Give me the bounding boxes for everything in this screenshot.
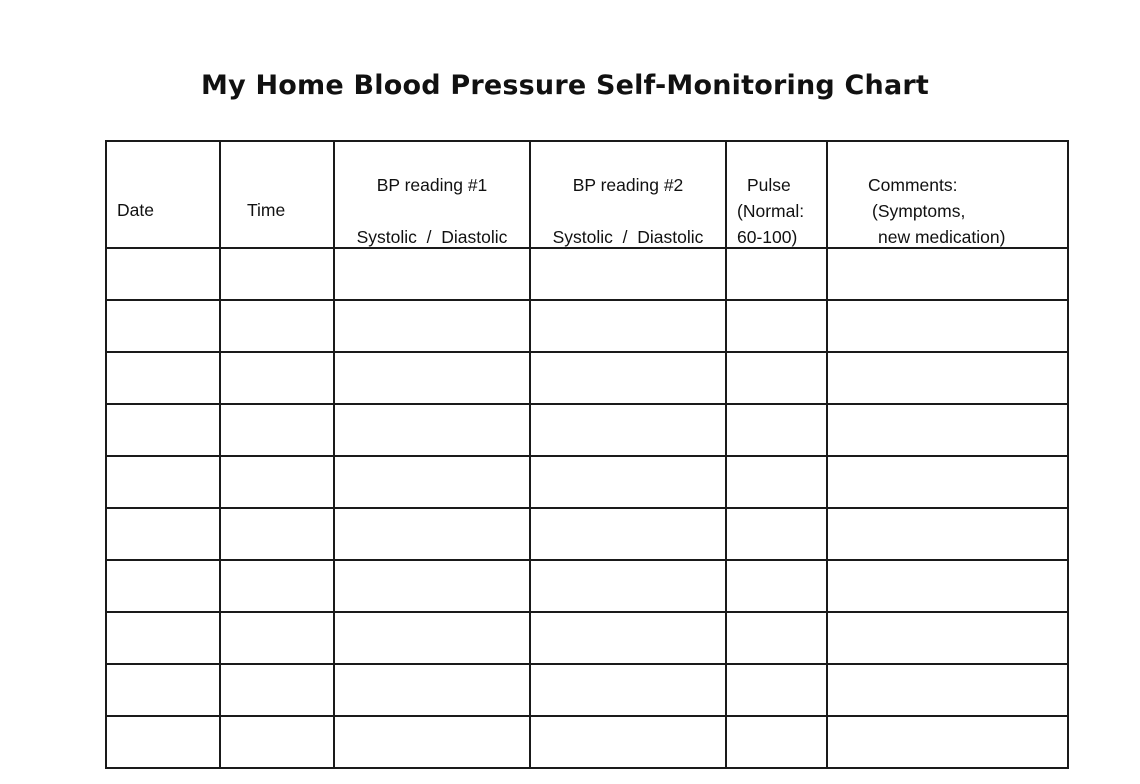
header-pulse-normal: (Normal: <box>737 201 805 221</box>
bp2-cell[interactable] <box>530 664 726 716</box>
header-comments-medication: new medication) <box>878 227 1006 247</box>
header-comments <box>827 141 1068 248</box>
comments-cell[interactable] <box>827 560 1068 612</box>
comments-cell[interactable] <box>827 352 1068 404</box>
pulse-cell[interactable] <box>726 508 827 560</box>
bp2-cell[interactable] <box>530 248 726 300</box>
header-bp-reading-1 <box>334 141 530 248</box>
comments-cell[interactable] <box>827 404 1068 456</box>
date-cell[interactable] <box>106 664 220 716</box>
header-time-label: Time <box>247 200 286 220</box>
table-row <box>106 508 1068 560</box>
comments-cell[interactable] <box>827 248 1068 300</box>
bp1-cell[interactable] <box>334 300 530 352</box>
bp2-cell[interactable] <box>530 300 726 352</box>
pulse-cell[interactable] <box>726 352 827 404</box>
header-bp-reading-2 <box>530 141 726 248</box>
table-row <box>106 404 1068 456</box>
time-cell[interactable] <box>220 404 334 456</box>
comments-cell[interactable] <box>827 456 1068 508</box>
pulse-cell[interactable] <box>726 560 827 612</box>
table-row <box>106 300 1068 352</box>
date-cell[interactable] <box>106 300 220 352</box>
header-bp2-subtitle: Systolic / Diastolic <box>552 227 704 247</box>
bp2-cell[interactable] <box>530 716 726 768</box>
header-pulse <box>726 141 827 248</box>
table-row <box>106 612 1068 664</box>
comments-cell[interactable] <box>827 664 1068 716</box>
header-comments-title: Comments: <box>868 175 958 195</box>
bp1-cell[interactable] <box>334 456 530 508</box>
pulse-cell[interactable] <box>726 300 827 352</box>
time-cell[interactable] <box>220 508 334 560</box>
header-comments-symptoms: (Symptoms, <box>872 201 966 221</box>
time-cell[interactable] <box>220 456 334 508</box>
bp1-cell[interactable] <box>334 248 530 300</box>
page-title: My Home Blood Pressure Self-Monitoring Chart <box>201 70 929 101</box>
date-cell[interactable] <box>106 352 220 404</box>
comments-cell[interactable] <box>827 716 1068 768</box>
table-row <box>106 664 1068 716</box>
pulse-cell[interactable] <box>726 456 827 508</box>
header-bp1-subtitle: Systolic / Diastolic <box>356 227 508 247</box>
date-cell[interactable] <box>106 716 220 768</box>
bp2-cell[interactable] <box>530 404 726 456</box>
time-cell[interactable] <box>220 248 334 300</box>
time-cell[interactable] <box>220 300 334 352</box>
header-pulse-range: 60-100) <box>737 227 798 247</box>
header-bp2-title: BP reading #2 <box>572 175 684 195</box>
date-cell[interactable] <box>106 404 220 456</box>
pulse-cell[interactable] <box>726 248 827 300</box>
time-cell[interactable] <box>220 560 334 612</box>
pulse-cell[interactable] <box>726 404 827 456</box>
bp1-cell[interactable] <box>334 716 530 768</box>
bp1-cell[interactable] <box>334 664 530 716</box>
comments-cell[interactable] <box>827 612 1068 664</box>
header-time <box>220 141 334 248</box>
table-row <box>106 456 1068 508</box>
table-row <box>106 352 1068 404</box>
date-cell[interactable] <box>106 560 220 612</box>
table-row <box>106 248 1068 300</box>
bp1-cell[interactable] <box>334 404 530 456</box>
header-date-label: Date <box>117 200 154 220</box>
header-date <box>106 141 220 248</box>
bp2-cell[interactable] <box>530 456 726 508</box>
pulse-cell[interactable] <box>726 612 827 664</box>
date-cell[interactable] <box>106 248 220 300</box>
time-cell[interactable] <box>220 352 334 404</box>
date-cell[interactable] <box>106 456 220 508</box>
bp1-cell[interactable] <box>334 352 530 404</box>
header-bp1-title: BP reading #1 <box>376 175 488 195</box>
bp1-cell[interactable] <box>334 560 530 612</box>
bp2-cell[interactable] <box>530 612 726 664</box>
header-pulse-title: Pulse <box>747 175 791 195</box>
time-cell[interactable] <box>220 664 334 716</box>
comments-cell[interactable] <box>827 300 1068 352</box>
time-cell[interactable] <box>220 612 334 664</box>
table-row <box>106 716 1068 768</box>
bp1-cell[interactable] <box>334 508 530 560</box>
table-row <box>106 560 1068 612</box>
pulse-cell[interactable] <box>726 664 827 716</box>
bp2-cell[interactable] <box>530 352 726 404</box>
bp2-cell[interactable] <box>530 508 726 560</box>
pulse-cell[interactable] <box>726 716 827 768</box>
bp1-cell[interactable] <box>334 612 530 664</box>
bp-log-table <box>105 140 1069 769</box>
date-cell[interactable] <box>106 612 220 664</box>
time-cell[interactable] <box>220 716 334 768</box>
log-rows <box>106 248 1068 768</box>
date-cell[interactable] <box>106 508 220 560</box>
table-header-row <box>106 141 1068 248</box>
bp2-cell[interactable] <box>530 560 726 612</box>
comments-cell[interactable] <box>827 508 1068 560</box>
